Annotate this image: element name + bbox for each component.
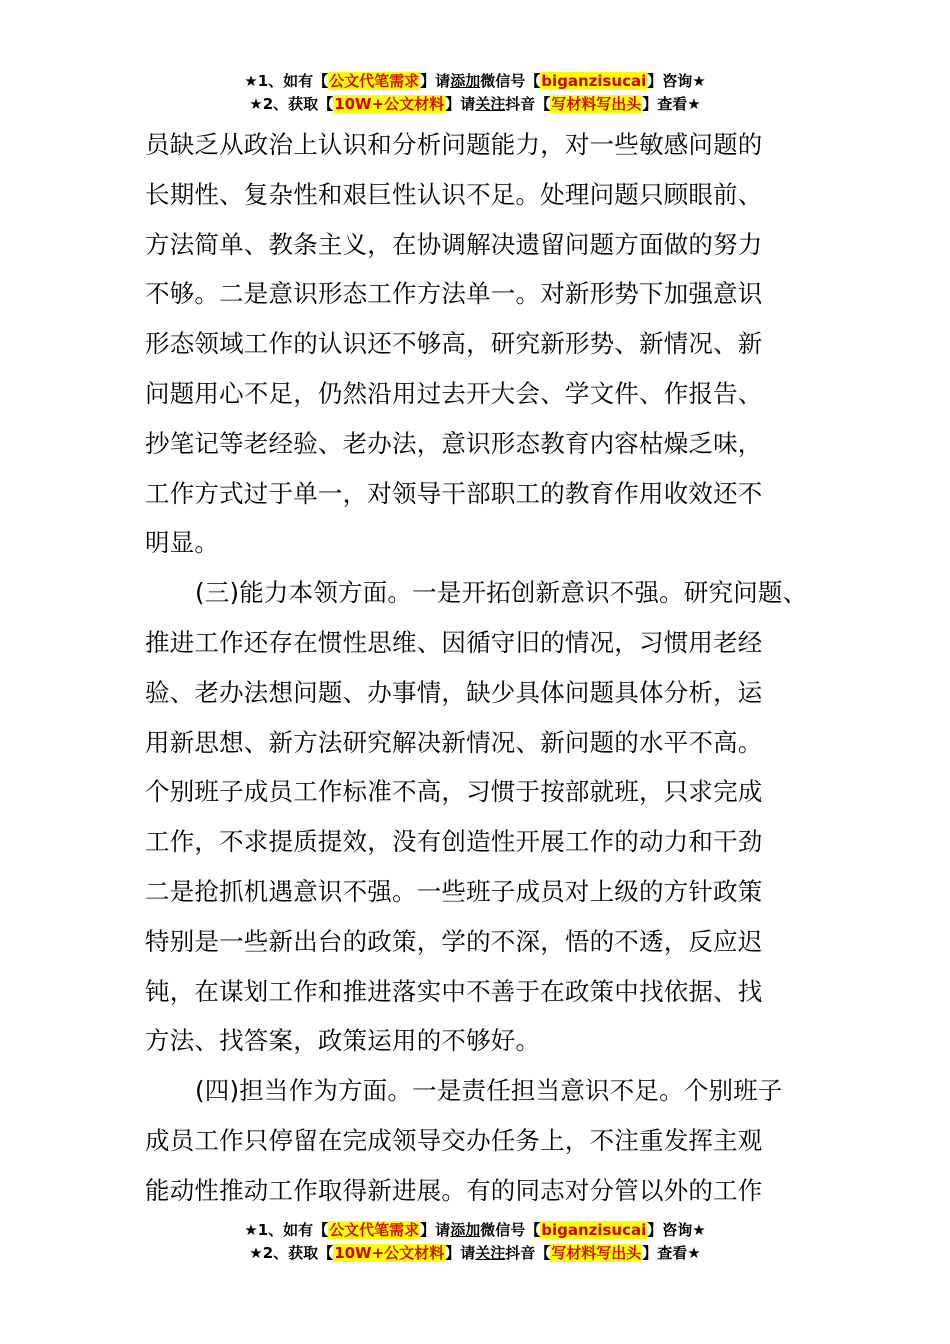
- body-line: 方法、找答案，政策运用的不够好。: [145, 1026, 541, 1056]
- body-line: 钝，在谋划工作和推进落实中不善于在政策中找依据、找: [145, 976, 763, 1006]
- banner-highlight: 写材料写出头: [551, 1244, 642, 1262]
- banner-highlight: biganzisucai: [541, 1221, 647, 1239]
- banner-highlight: 公文代笔需求: [329, 1221, 420, 1239]
- header-banner: [0, 70, 950, 116]
- banner-underlined-text: 关注: [475, 1244, 506, 1262]
- banner-text: 】查看★: [642, 1244, 701, 1262]
- banner-text: ★1、如有【: [244, 1221, 329, 1239]
- banner-text: 】请: [420, 72, 451, 90]
- banner-underlined-text: 添加: [450, 1221, 481, 1239]
- body-line: 员缺乏从政治上认识和分析问题能力，对一些敏感问题的: [145, 130, 763, 159]
- banner-highlight: 10W+公文材料: [334, 95, 445, 113]
- banner-text: ★1、如有【: [244, 72, 329, 90]
- body-line: 特别是一些新出台的政策，学的不深，悟的不透，反应迟: [145, 926, 763, 956]
- body-line: 个别班子成员工作标准不高，习惯于按部就班，只求完成: [145, 777, 763, 807]
- body-line: 形态领域工作的认识还不够高，研究新形势、新情况、新: [145, 329, 763, 359]
- banner-text: 】咨询★: [647, 1221, 706, 1239]
- banner-text: ★2、获取【: [249, 1244, 334, 1262]
- banner-text: 】咨询★: [647, 72, 706, 90]
- banner-highlight: biganzisucai: [541, 72, 647, 90]
- body-line: 工作方式过于单一，对领导干部职工的教育作用收效还不: [145, 478, 763, 508]
- banner-highlight: 10W+公文材料: [334, 1244, 445, 1262]
- banner-text: 】请: [445, 1244, 476, 1262]
- body-line: 抄笔记等老经验、老办法，意识形态教育内容枯燥乏味，: [145, 428, 763, 458]
- body-line: 长期性、复杂性和艰巨性认识不足。处理问题只顾眼前、: [145, 179, 763, 209]
- section-heading-line: (四)担当作为方面。一是责任担当意识不足。个别班子: [195, 1076, 783, 1106]
- body-line: 验、老办法想问题、办事情，缺少具体问题具体分析，运: [145, 677, 763, 707]
- banner-text: 】请: [420, 1221, 451, 1239]
- banner-text: 】请: [445, 95, 476, 113]
- body-line: 二是抢抓机遇意识不强。一些班子成员对上级的方针政策: [145, 876, 763, 906]
- body-line: 成员工作只停留在完成领导交办任务上，不注重发挥主观: [145, 1125, 763, 1155]
- section-heading-line: (三)能力本领方面。一是开拓创新意识不强。研究问题、: [195, 578, 808, 608]
- banner-text: 抖音【: [505, 1244, 551, 1262]
- banner-underlined-text: 关注: [475, 95, 506, 113]
- footer-banner-line-2: [0, 1242, 950, 1265]
- banner-highlight: 公文代笔需求: [329, 72, 420, 90]
- banner-text: 微信号【: [480, 1221, 541, 1239]
- document-body: [145, 120, 825, 1216]
- header-banner-line-2: [0, 93, 950, 116]
- body-line: 不够。二是意识形态工作方法单一。对新形势下加强意识: [145, 279, 763, 309]
- body-line: 明显。: [145, 528, 220, 558]
- body-line: 问题用心不足，仍然沿用过去开大会、学文件、作报告、: [145, 378, 763, 408]
- body-line: 方法简单、教条主义，在协调解决遗留问题方面做的努力: [145, 229, 763, 259]
- banner-highlight: 写材料写出头: [551, 95, 642, 113]
- body-line: 推进工作还存在惯性思维、因循守旧的情况，习惯用老经: [145, 627, 763, 657]
- header-banner-line-1: [0, 70, 950, 93]
- footer-banner: [0, 1219, 950, 1265]
- banner-underlined-text: 添加: [450, 72, 481, 90]
- body-line: 用新思想、新方法研究解决新情况、新问题的水平不高。: [145, 727, 763, 757]
- banner-text: 抖音【: [505, 95, 551, 113]
- body-line: 工作，不求提质提效，没有创造性开展工作的动力和干劲: [145, 827, 763, 857]
- banner-text: ★2、获取【: [249, 95, 334, 113]
- body-line: 能动性推动工作取得新进展。有的同志对分管以外的工作: [145, 1175, 763, 1205]
- banner-text: 微信号【: [480, 72, 541, 90]
- footer-banner-line-1: [0, 1219, 950, 1242]
- banner-text: 】查看★: [642, 95, 701, 113]
